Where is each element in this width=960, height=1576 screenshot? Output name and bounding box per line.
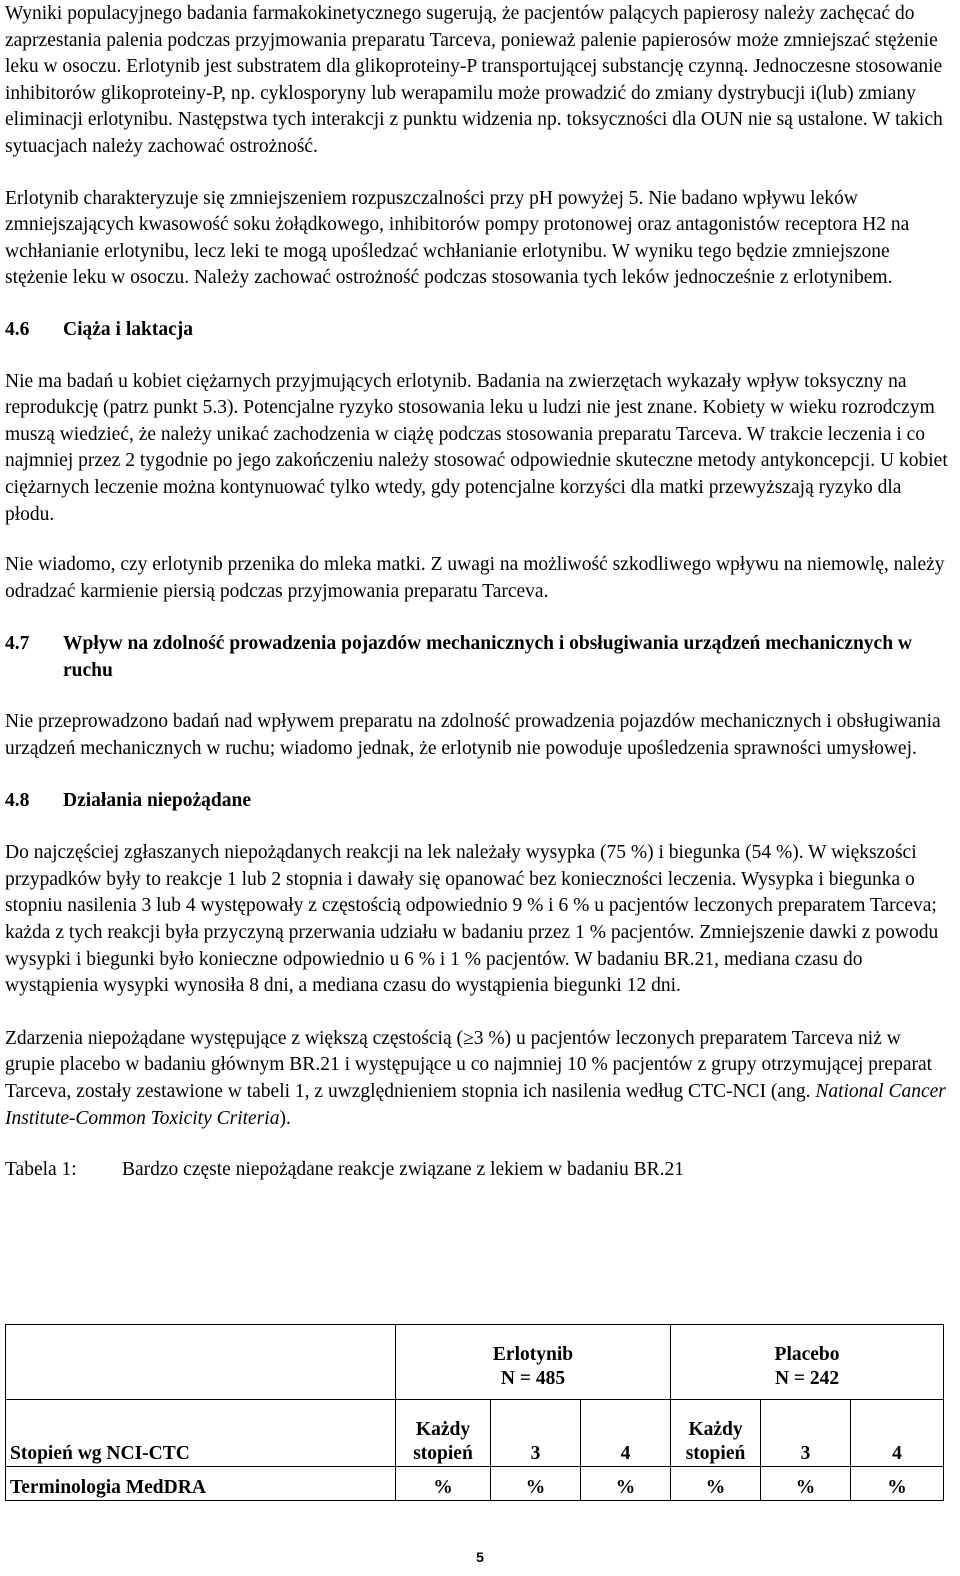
adverse-reactions-table [5,1324,944,1501]
table-header-erlotinib [396,1325,671,1400]
paragraph-lactation: Nie wiadomo, czy erlotynib przenika do mleka matki. Z uwagi na możliwość szkodliwego wpływu na niemowlę, należy odradzać karmienie piersią podczas przyjmowania preparatu Tarceva. [5,554,945,602]
table-header-grade-4: 4 [851,1400,944,1467]
table-unit-cell: % [851,1467,944,1501]
paragraph-smoking-interactions: Wyniki populacyjnego badania farmakokinetycznego sugerują, że pacjentów palących papierosy należy zachęcać do zaprzestania palenia podczas przyjmowania preparatu Tarceva, ponieważ palenie papierosów może zmniejszać stężenie leku w osoczu. Erlotynib jest substratem dla glikoproteiny-P transportującej substancję czynną. Jednoczesne stosowanie inhibitorów glikoproteiny-P, np. cyklosporyny lub werapamilu może prowadzić do zmiany dystrybucji i(lub) zmiany eliminacji erlotynibu. Następstwa tych interakcji z punktu widzenia np. toksyczności dla OUN nie są ustalone. W takich sytuacjach należy zachować ostrożność. [5,3,943,157]
paragraph-driving: Nie przeprowadzono badań nad wpływem preparatu na zdolność prowadzenia pojazdów mechanicznych i obsługiwania urządzeń mechanicznych w ruchu; wiadomo jednak, że erlotynib nie powoduje upośledzenia sprawności umysłowej. [5,711,941,760]
section-heading-4-8 [5,788,953,815]
table-header-terminology: Terminologia MedDRA [6,1467,396,1501]
table-cell-empty [6,1325,396,1400]
table-unit-cell: % [581,1467,671,1501]
table-unit-cell: % [491,1467,581,1501]
table-header-grade-4: 4 [581,1400,671,1467]
paragraph-pregnancy: Nie ma badań u kobiet ciężarnych przyjmujących erlotynib. Badania na zwierzętach wykazały wpływ toksyczny na reprodukcję (patrz punkt 5.3). Potencjalne ryzyko stosowania leku u ludzi nie jest znane. Kobiety w wieku rozrodczym muszą wiedzieć, że należy unikać zachodzenia w ciążę podczas stosowania preparatu Tarceva. W trakcie leczenia i co najmniej przez 2 tygodnie po jego zakończeniu należy stosować odpowiednie skuteczne metody antykoncepcji. U kobiet ciężarnych leczenie można kontynuować tylko wtedy, gdy potencjalne korzyści dla matki przewyższają ryzyko dla płodu. [5,370,948,525]
paragraph-adverse-events-table-intro [5,1026,953,1132]
table-header-row-units [6,1467,944,1501]
table-unit-cell: % [671,1467,761,1501]
section-number: 4.8 [5,789,30,811]
section-number: 4.6 [5,318,30,340]
table-header-placebo [671,1325,944,1400]
section-title: Wpływ na zdolność prowadzenia pojazdów mechanicznych i obsługiwania urządzeń mechanicznych w ruchu [63,633,913,681]
paragraph-adverse-reactions: Do najczęściej zgłaszanych niepożądanych reakcji na lek należały wysypka (75 %) i biegunka (54 %). W większości przypadków były to reakcje 1 lub 2 stopnia i dawały się opanować bez konieczności leczenia. Wysypka i biegunka o stopniu nasilenia 3 lub 4 występowały z częstością odpowiednio 9 % i 6 % u pacjentów leczonych preparatem Tarceva; każda z tych reakcji była przyczyną przerwania udziału w badaniu przez 1 % pacjentów. Zmniejszenie dawki z powodu wysypki i biegunki było konieczne odpowiednio u 6 % i 1 % pacjentów. W badaniu BR.21, mediana czasu do wystąpienia wysypki wynosiła 8 dni, a mediana czasu do wystąpienia biegunki 12 dni. [5,842,939,997]
table-caption-text: Bardzo częste niepożądane reakcje związane z lekiem w badaniu BR.21 [122,1159,684,1181]
section-title: Ciąża i laktacja [63,318,193,340]
section-heading-4-6 [5,317,953,344]
table-header-row-grades [6,1400,944,1467]
table-unit-cell: % [761,1467,851,1501]
table-header-grade-3: 3 [761,1400,851,1467]
text-run: Zdarzenia niepożądane występujące z większą częstością (≥3 %) u pacjentów leczonych preparatem Tarceva niż w grupie placebo w badaniu głównym BR.21 i występujące u co najmniej 10 % pacjentów z grupy otrzymującej preparat Tarceva, zostały zestawione w tabeli 1, z uwzględnieniem stopnia ich nasilenia według CTC-NCI (ang. [5,1027,933,1102]
table-header-grade-label: Stopień wg NCI-CTC [6,1400,396,1467]
group-n: N = 242 [774,1368,840,1389]
section-title: Działania niepożądane [63,789,251,811]
table-caption-label: Tabela 1: [5,1159,77,1181]
header-word: Każdy [688,1419,743,1440]
page-number: 5 [476,1549,484,1565]
paragraph-ph-solubility: Erlotynib charakteryzuje się zmniejszeniem rozpuszczalności przy pH powyżej 5. Nie badano wpływu leków zmniejszających kwasowość soku żołądkowego, inhibitorów pompy protonowej oraz antagonistów receptora H2 na wchłanianie erlotynibu, lecz leki te mogą upośledzać wchłanianie erlotynibu. W wyniku tego będzie zmniejszone stężenie leku w osoczu. Należy zachować ostrożność podczas stosowania tych leków jednocześnie z erlotynibem. [5,187,910,289]
table-header-every-grade [396,1400,491,1467]
group-n: N = 485 [500,1368,566,1389]
group-name: Placebo [774,1344,840,1365]
table-header-every-grade [671,1400,761,1467]
text-run: ). [279,1107,291,1129]
table-header-row-groups [6,1325,944,1400]
table-caption [5,1157,953,1184]
section-heading-4-7 [5,631,953,684]
section-number: 4.7 [5,633,30,655]
table-unit-cell: % [396,1467,491,1501]
header-word: stopień [413,1443,473,1464]
table-header-grade-3: 3 [491,1400,581,1467]
header-word: Każdy [415,1419,471,1440]
document-page [5,0,953,1498]
italic-text-run: National Cancer Institute-Common Toxicity Criteria [5,1081,946,1129]
header-word: stopień [685,1443,746,1464]
group-name: Erlotynib [492,1344,574,1365]
